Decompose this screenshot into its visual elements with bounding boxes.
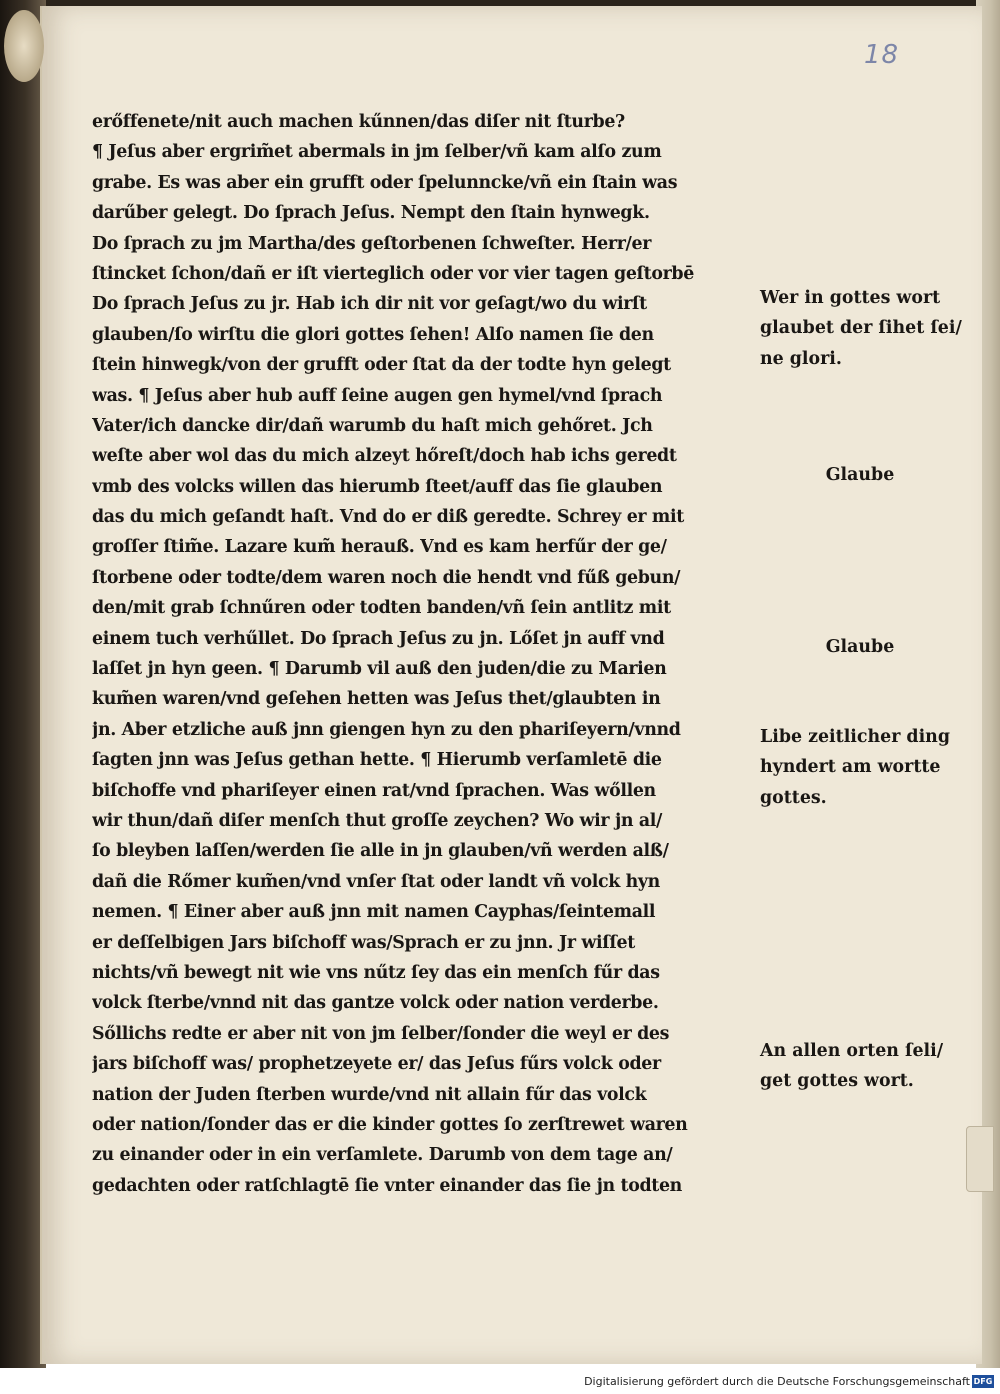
- text-line: Vater/ich dancke dir/dañ warumb du haſt mich gehőret. Jch: [92, 415, 653, 436]
- marginal-note-1: [760, 283, 970, 374]
- text-line: weſte aber wol das du mich alzeyt hőreſt/doch hab ichs geredt: [92, 446, 677, 467]
- marginal-note-5: [760, 1036, 970, 1097]
- marginal-line: hyndert am wortte: [760, 757, 941, 778]
- text-line: gedachten oder ratſchlagtē ſie vnter einander das ſie jn todten: [92, 1175, 682, 1196]
- marginal-note-3: [800, 632, 920, 662]
- text-line: volck ſterbe/vnnd nit das gantze volck oder nation verderbe.: [92, 993, 659, 1014]
- marginal-line: Glaube: [825, 465, 895, 485]
- text-line: wir thun/dañ diſer menſch thut groſſe zeychen? Wo wir jn al/: [92, 810, 663, 831]
- text-line: grabe. Es was aber ein grufft oder ſpelunncke/vñ ein ſtain was: [92, 172, 678, 193]
- main-text-column: [92, 107, 752, 1201]
- text-line: ſagten jnn was Jeſus gethan hette. ¶ Hierumb verſamletē die: [92, 750, 662, 771]
- marginal-line: get gottes wort.: [760, 1071, 914, 1092]
- text-line: oder nation/ſonder das er die kinder gottes ſo zerſtrewet waren: [92, 1114, 688, 1135]
- text-line: Do ſprach zu jm Martha/des geſtorbenen ſchweſter. Herr/er: [92, 233, 652, 254]
- text-line: erőffenete/nit auch machen kűnnen/das diſer nit ſturbe?: [92, 112, 625, 132]
- text-line: das du mich geſandt haſt. Vnd do er diß geredte. Schrey er mit: [92, 507, 684, 528]
- text-line: er deſſelbigen Jars biſchoff was/Sprach er zu jnn. Jr wiſſet: [92, 932, 635, 953]
- text-line: Sőllichs redte er aber nit von jm ſelber/ſonder die weyl er des: [92, 1023, 670, 1044]
- text-line: nation der Juden ſterben wurde/vnd nit allain fűr das volck: [92, 1084, 647, 1105]
- text-line: nichts/vñ bewegt nit wie vns nűtz ſey das ein menſch fűr das: [92, 962, 660, 983]
- text-line: ſtorbene oder todte/dem waren noch die hendt vnd fűß gebun/: [92, 567, 681, 588]
- marginal-note-4: [760, 722, 970, 813]
- text-line: ſo bleyben laſſen/werden ſie alle in jn glauben/vñ werden alß/: [92, 841, 669, 862]
- text-line: was. ¶ Jeſus aber hub auff ſeine augen gen hymel/vnd ſprach: [92, 385, 663, 406]
- text-line: einem tuch verhűllet. Do ſprach Jeſus zu jn. Lőſet jn auff vnd: [92, 628, 665, 649]
- text-line: kum̃en waren/vnd geſehen hetten was Jeſus thet/glaubten in: [92, 689, 661, 710]
- text-line: darűber gelegt. Do ſprach Jeſus. Nempt den ſtain hynwegk.: [92, 203, 650, 224]
- text-line: ¶ Jeſus aber ergrim̃et abermals in jm ſelber/vñ kam alſo zum: [92, 142, 662, 163]
- text-line: dañ die Rőmer kum̃en/vnd vnſer ſtat oder landt vñ volck hyn: [92, 871, 660, 892]
- text-line: ſtein hinwegk/von der grufft oder ſtat da der todte hyn gelegt: [92, 355, 671, 376]
- marginal-line: Libe zeitlicher ding: [760, 727, 950, 747]
- text-line: vmb des volcks willen das hierumb ſteet/auff das ſie glauben: [92, 476, 663, 497]
- marginal-note-2: [800, 460, 920, 490]
- page-tab: [966, 1126, 994, 1192]
- text-line: laſſet jn hyn geen. ¶ Darumb vil auß den juden/die zu Marien: [92, 659, 667, 680]
- digitization-credit: Digitalisierung gefördert durch die Deutsche Forschungsgemeinschaft: [584, 1375, 970, 1388]
- text-line: zu einander oder in ein verſamlete. Darumb von dem tage an/: [92, 1145, 673, 1166]
- marginal-line: ne glori.: [760, 348, 842, 369]
- marginal-line: gottes.: [760, 787, 827, 808]
- folio-number: 18: [864, 40, 900, 70]
- text-line: biſchoffe vnd phariſeyer einen rat/vnd ſprachen. Was wőllen: [92, 780, 656, 801]
- page-curl: [4, 10, 44, 82]
- text-line: jars biſchoff was/ prophetzeyete er/ das Jeſus fűrs volck oder: [92, 1054, 661, 1075]
- text-line: Do ſprach Jeſus zu jr. Hab ich dir nit vor geſagt/wo du wirſt: [92, 294, 647, 315]
- text-line: nemen. ¶ Einer aber auß jnn mit namen Cayphas/ſeintemall: [92, 902, 656, 923]
- text-line: ſtincket ſchon/dañ er iſt vierteglich oder vor vier tagen geſtorbē: [92, 263, 694, 284]
- marginal-line: Wer in gottes wort: [760, 288, 941, 308]
- text-line: groſſer ſtim̃e. Lazare kum̃ herauß. Vnd es kam herfűr der ge/: [92, 537, 667, 558]
- marginal-line: An allen orten ſeli/: [760, 1041, 944, 1061]
- marginal-line: glaubet der ſihet ſei/: [760, 318, 962, 339]
- text-line: den/mit grab ſchnűren oder todten banden/vñ ſein antlitz mit: [92, 598, 671, 619]
- marginal-line: Glaube: [825, 637, 895, 657]
- text-line: jn. Aber etzliche auß jnn giengen hyn zu den phariſeyern/vnnd: [92, 719, 681, 740]
- dfg-logo: DFG: [973, 1377, 993, 1386]
- text-line: glauben/ſo wirſtu die glori gottes ſehen! Alſo namen ſie den: [92, 324, 654, 345]
